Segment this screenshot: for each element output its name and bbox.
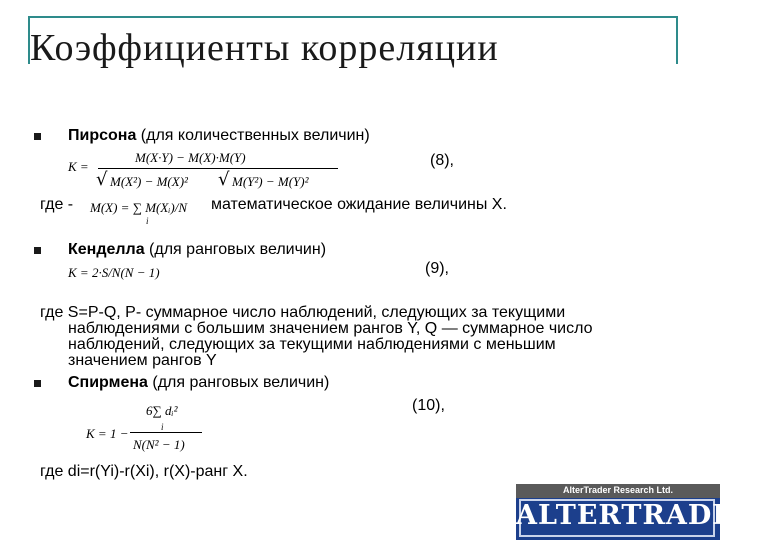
logo-name: ALTERTRADER — [516, 500, 757, 531]
pearson-desc: (для количественных величин) — [136, 127, 370, 144]
where-prefix: где - — [40, 196, 74, 213]
expectation-index: i — [146, 216, 149, 226]
kendall-formula: K = 2·S/N(N − 1) — [68, 265, 160, 280]
spearman-fraction-line — [130, 432, 202, 433]
pearson-heading — [68, 127, 370, 145]
spearman-number: (10), — [412, 397, 445, 414]
pearson-number: (8), — [430, 152, 454, 169]
bullet-pearson — [34, 133, 41, 140]
pearson-denominator-a: M(X²) − M(X)² — [110, 174, 188, 189]
kendall-note-line-3: наблюдений, следующих за текущими наблюдениями с меньшим — [68, 336, 556, 353]
pearson-name: Пирсона — [68, 127, 137, 144]
expectation-formula: M(X) = ∑ M(Xᵢ)/N — [90, 200, 187, 215]
kendall-number: (9), — [425, 260, 449, 277]
pearson-numerator: M(X·Y) − M(X)·M(Y) — [135, 150, 246, 165]
kendall-name: Кенделла — [68, 241, 145, 258]
kendall-note-line-1: где S=P-Q, P- суммарное число наблюдений, следующих за текущими — [40, 304, 566, 321]
kendall-desc: (для ранговых величин) — [144, 241, 327, 258]
title-frame-top — [28, 16, 678, 18]
pearson-denominator-b: M(Y²) − M(Y)² — [232, 174, 309, 189]
spearman-lhs: K = 1 − — [86, 426, 129, 441]
slide-title: Коэффициенты корреляции — [30, 27, 499, 69]
spearman-name: Спирмена — [68, 374, 148, 391]
title-frame-right — [676, 16, 678, 64]
spearman-desc: (для ранговых величин) — [147, 374, 330, 391]
bullet-spearman — [34, 380, 41, 387]
spearman-note: где di=r(Yi)-r(Xi), r(X)-ранг X. — [40, 463, 248, 480]
pearson-lhs: K = — [68, 159, 89, 174]
kendall-note-line-4: значением рангов Y — [68, 352, 217, 369]
altertrader-logo — [516, 484, 757, 540]
logo-subtitle: AlterTrader Research Ltd. — [562, 485, 674, 495]
expectation-text: математическое ожидание величины X. — [211, 196, 507, 213]
sqrt-icon: √ — [218, 169, 230, 190]
kendall-heading — [68, 241, 326, 259]
spearman-index: i — [161, 422, 164, 432]
spearman-numerator: 6∑ dᵢ² — [146, 403, 178, 418]
bullet-kendall — [34, 247, 41, 254]
kendall-note-line-2: наблюдениями с большим значением рангов Y, Q — суммарное число — [68, 320, 593, 337]
spearman-denominator: N(N² − 1) — [133, 437, 185, 452]
spearman-heading — [68, 374, 329, 392]
sqrt-icon: √ — [96, 169, 108, 190]
